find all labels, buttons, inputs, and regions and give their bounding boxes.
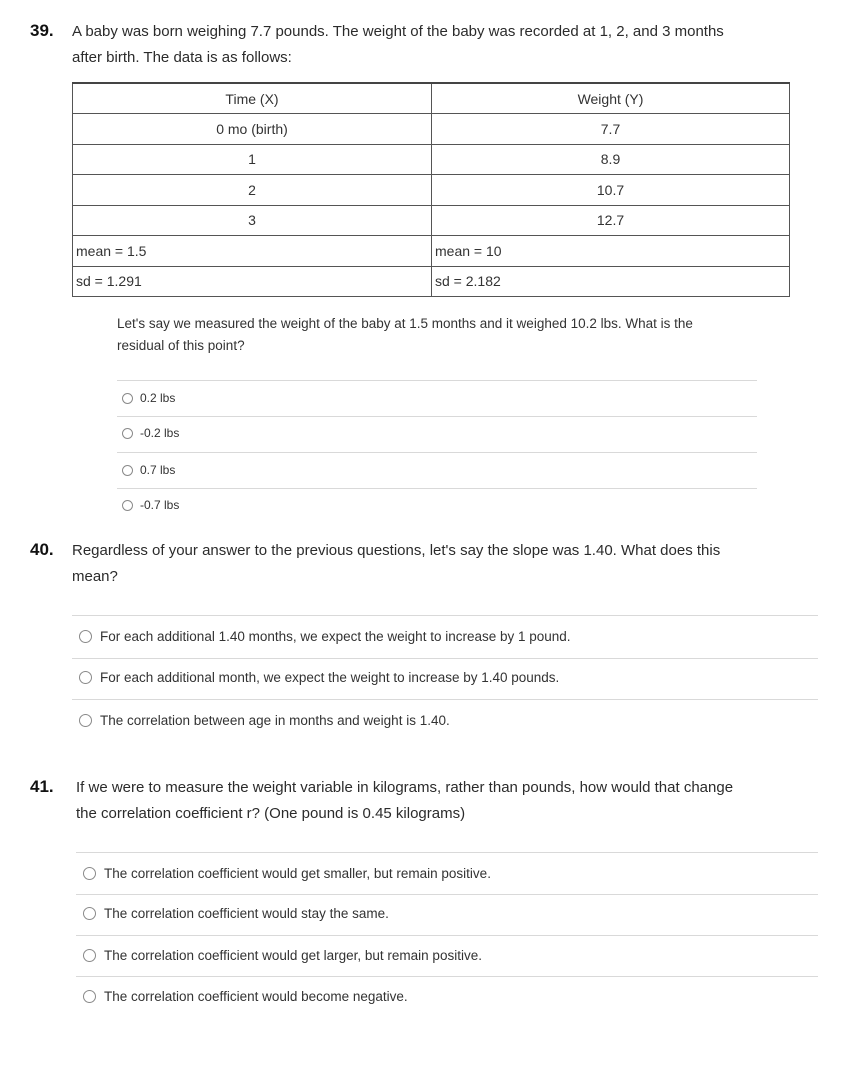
option-divider <box>72 699 818 700</box>
q40-option-2[interactable] <box>79 670 559 685</box>
radio-button[interactable] <box>122 393 133 404</box>
q41-option-4[interactable] <box>83 989 408 1004</box>
question-41-line-2: the correlation coefficient r? (One pound is 0.45 kilograms) <box>76 805 466 822</box>
question-41-text <box>76 775 846 827</box>
q40-option-1[interactable] <box>79 629 571 644</box>
question-40-line-2: mean? <box>72 568 118 585</box>
weight-column-header: Weight (Y) <box>432 83 790 114</box>
option-divider <box>76 852 818 853</box>
question-39-line-2: after birth. The data is as follows: <box>72 49 292 66</box>
radio-button[interactable] <box>83 867 96 880</box>
option-label: -0.2 lbs <box>140 426 180 440</box>
question-40-line-1: Regardless of your answer to the previous questions, let's say the slope was 1.40. What does this <box>72 542 721 559</box>
table-cell-time: 0 mo (birth) <box>73 114 432 145</box>
option-label: -0.7 lbs <box>140 498 180 512</box>
table-row <box>73 175 790 206</box>
option-divider <box>117 452 757 453</box>
option-label: The correlation between age in months and weight is 1.40. <box>100 713 450 728</box>
question-41-line-1: If we were to measure the weight variable in kilograms, rather than pounds, how would that change <box>76 779 734 796</box>
question-40-number: 40. <box>30 540 54 559</box>
option-label: The correlation coefficient would become negative. <box>104 989 408 1004</box>
weight-mean-cell: mean = 10 <box>432 236 790 267</box>
table-cell-weight: 8.9 <box>432 144 790 175</box>
option-label: 0.2 lbs <box>140 391 176 405</box>
option-divider <box>76 976 818 977</box>
subquestion-line-1: Let's say we measured the weight of the baby at 1.5 months and it weighed 10.2 lbs. What is the <box>117 316 693 331</box>
radio-button[interactable] <box>83 990 96 1003</box>
table-cell-time: 2 <box>73 175 432 206</box>
question-39-subquestion <box>117 313 757 357</box>
option-divider <box>76 935 818 936</box>
option-divider <box>117 380 757 381</box>
option-label: The correlation coefficient would get smaller, but remain positive. <box>104 866 491 881</box>
table-row <box>73 144 790 175</box>
q39-option-4[interactable] <box>122 498 179 512</box>
q39-option-3[interactable] <box>122 463 175 477</box>
option-label: For each additional month, we expect the weight to increase by 1.40 pounds. <box>100 670 560 685</box>
radio-button[interactable] <box>79 671 92 684</box>
radio-button[interactable] <box>122 428 133 439</box>
option-divider <box>117 488 757 489</box>
table-mean-row <box>73 236 790 267</box>
q40-option-3[interactable] <box>79 713 450 728</box>
option-label: The correlation coefficient would stay the same. <box>104 906 389 921</box>
time-column-header: Time (X) <box>73 83 432 114</box>
table-header-row <box>73 83 790 114</box>
question-39-number: 39. <box>30 21 54 40</box>
radio-button[interactable] <box>79 714 92 727</box>
option-label: For each additional 1.40 months, we expect the weight to increase by 1 pound. <box>100 629 571 644</box>
option-divider <box>72 658 818 659</box>
question-39-text <box>72 19 832 71</box>
q41-option-2[interactable] <box>83 906 389 921</box>
subquestion-line-2: residual of this point? <box>117 338 245 353</box>
time-mean-cell: mean = 1.5 <box>73 236 432 267</box>
radio-button[interactable] <box>122 465 133 476</box>
radio-button[interactable] <box>79 630 92 643</box>
table-cell-weight: 7.7 <box>432 114 790 145</box>
table-row <box>73 205 790 236</box>
q39-option-2[interactable] <box>122 426 179 440</box>
table-cell-weight: 10.7 <box>432 175 790 206</box>
option-label: 0.7 lbs <box>140 463 176 477</box>
question-39-line-1: A baby was born weighing 7.7 pounds. The weight of the baby was recorded at 1, 2, and 3 months <box>72 23 724 40</box>
weight-sd-cell: sd = 2.182 <box>432 266 790 297</box>
radio-button[interactable] <box>83 949 96 962</box>
radio-button[interactable] <box>122 500 133 511</box>
q41-option-3[interactable] <box>83 948 482 963</box>
q39-option-1[interactable] <box>122 391 175 405</box>
time-sd-cell: sd = 1.291 <box>73 266 432 297</box>
table-sd-row <box>73 266 790 297</box>
question-41-number: 41. <box>30 777 54 796</box>
option-divider <box>72 615 818 616</box>
table-row <box>73 114 790 145</box>
option-divider <box>117 416 757 417</box>
radio-button[interactable] <box>83 907 96 920</box>
option-label: The correlation coefficient would get larger, but remain positive. <box>104 948 482 963</box>
weight-data-table <box>72 82 790 297</box>
question-40-text <box>72 538 842 590</box>
table-cell-time: 3 <box>73 205 432 236</box>
table-cell-time: 1 <box>73 144 432 175</box>
option-divider <box>76 894 818 895</box>
q41-option-1[interactable] <box>83 866 491 881</box>
table-cell-weight: 12.7 <box>432 205 790 236</box>
